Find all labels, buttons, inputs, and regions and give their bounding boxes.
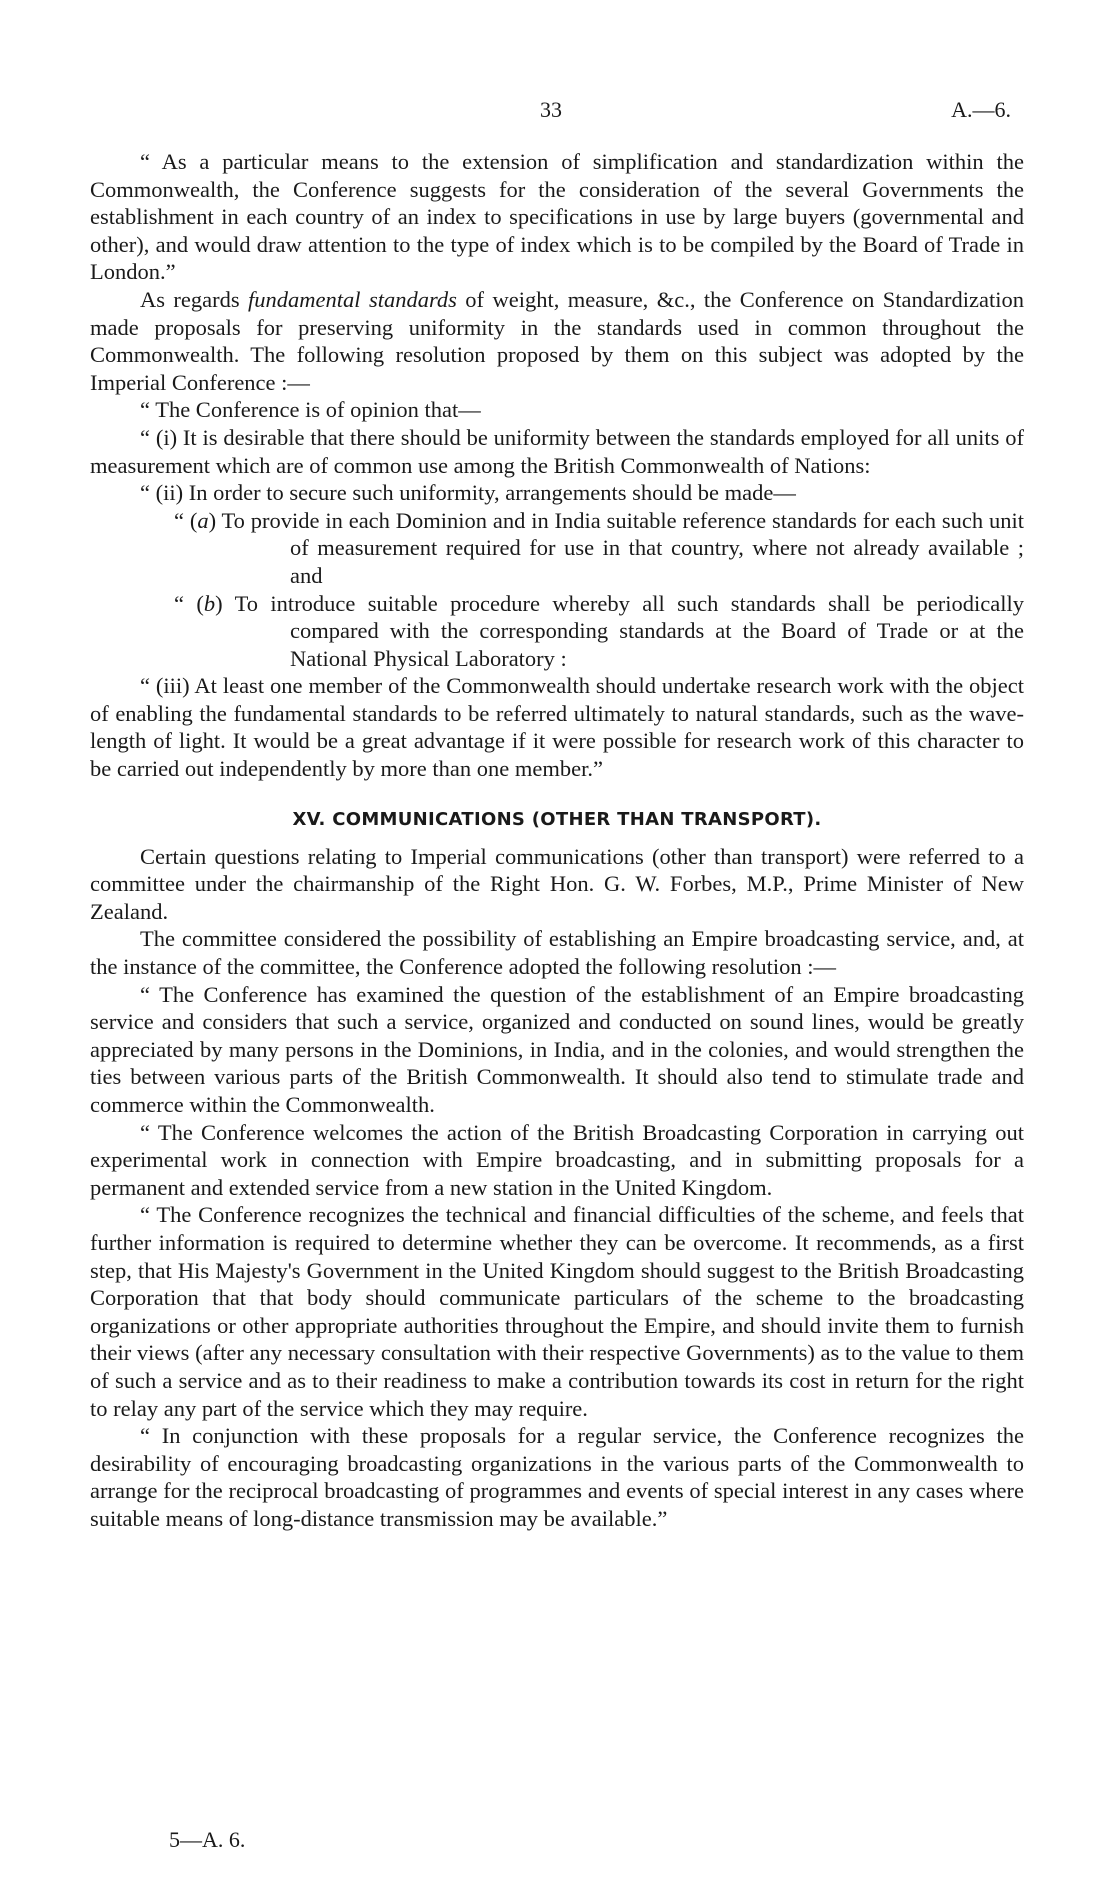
paragraph: “ In conjunction with these proposals for a regular service, the Conference recognizes the desirability of encouraging broadcasting organizations in the various parts of the Commonwealth to arrange for the reciprocal broadcasting of programmes and events of special interest in any cases where suitable means of long-distance transmission may be available.” xyxy=(90,1423,1024,1531)
subitem-prefix: “ ( xyxy=(174,590,204,616)
subitem-text: ) To introduce suitable procedure whereby all such standards shall be periodically compared with the corresponding standards at the Board of Trade or at the National Physical Laboratory : xyxy=(215,590,1024,671)
resolution-subitem xyxy=(90,507,1024,590)
paragraph-text: of weight, measure, &c., the Conference on Standardization made proposals for preserving uniformity in the standards used in common throughout the Commonwealth. The following resolution proposed by them on this subject was adopted by the Imperial Conference :— xyxy=(90,286,1024,395)
resolution-item: “ (ii) In order to secure such uniformity, arrangements should be made— xyxy=(140,480,796,506)
paragraph: “ The Conference welcomes the action of the British Broadcasting Corporation in carrying out experimental work in connection with Empire broadcasting, and in submitting proposals for a permanent and extended service from a new station in the United Kingdom. xyxy=(90,1119,1024,1200)
paragraph: “ The Conference has examined the question of the establishment of an Empire broadcasting service and considers that such a service, organized and conducted on sound lines, would be greatly appreciated by many persons in the Dominions, in India, and in the colonies, and would strengthen the ties between various parts of the British Commonwealth. It should also tend to stimulate trade and commerce within the Commonwealth. xyxy=(90,981,1024,1117)
page-header xyxy=(0,96,1114,126)
paragraph: Certain questions relating to Imperial communications (other than transport) were referred to a committee under the chairmanship of the Right Hon. G. W. Forbes, M.P., Prime Minister of New Zealand. xyxy=(90,843,1024,924)
section-heading: XV. COMMUNICATIONS (OTHER THAN TRANSPORT). xyxy=(292,808,822,830)
footer-reference: 5—A. 6. xyxy=(169,1827,246,1852)
paragraph xyxy=(90,286,1024,396)
body-text xyxy=(90,148,1024,1533)
resolution-item: “ (i) It is desirable that there should be uniformity between the standards employed for all units of measurement which are of common use among the British Commonwealth of Nations: xyxy=(90,424,1024,478)
document-reference: A.—6. xyxy=(951,97,1011,122)
subitem-text: ) To provide in each Dominion and in India suitable reference standards for each such unit of measurement required for use in that country, where not already available ; and xyxy=(208,507,1024,588)
resolution-subitem xyxy=(90,590,1024,673)
subitem-letter: a xyxy=(197,507,209,533)
paragraph: “ The Conference is of opinion that— xyxy=(140,397,481,423)
paragraph: “ The Conference recognizes the technical and financial difficulties of the scheme, and feels that further information is required to determine whether they can be overcome. It recommends, as a first step, that His Majesty's Government in the United Kingdom should suggest to the British Broadcasting Corporation that that body should communicate particulars of the scheme to the broadcasting organizations or other appropriate authorities throughout the Empire, and should invite them to furnish their views (after any necessary consultation with their respective Governments) as to the value to them of such a service and as to their readiness to make a contribution towards its cost in return for the right to relay any part of the service which they may require. xyxy=(90,1202,1024,1421)
paragraph: “ As a particular means to the extension of simplification and standardization within the Commonwealth, the Conference suggests for the consideration of the several Governments the establishment in each country of an index to specifications in use by large buyers (governmental and other), and would draw attention to the type of index which is to be compiled by the Board of Trade in London.” xyxy=(90,149,1024,285)
italic-phrase: fundamental standards xyxy=(248,286,457,312)
subitem-prefix: “ ( xyxy=(174,507,198,533)
paragraph: The committee considered the possibility of establishing an Empire broadcasting service, and, at the instance of the committee, the Conference adopted the following resolution :— xyxy=(90,926,1024,980)
paragraph-text: As regards xyxy=(140,286,249,312)
subitem-letter: b xyxy=(203,590,216,616)
page-number: 33 xyxy=(540,97,562,122)
resolution-item: “ (iii) At least one member of the Commonwealth should undertake research work with the object of enabling the fundamental standards to be referred ultimately to natural standards, such as the wave-length of light. It would be a great advantage if it were possible for research work of this character to be carried out independently by more than one member.” xyxy=(90,673,1024,782)
